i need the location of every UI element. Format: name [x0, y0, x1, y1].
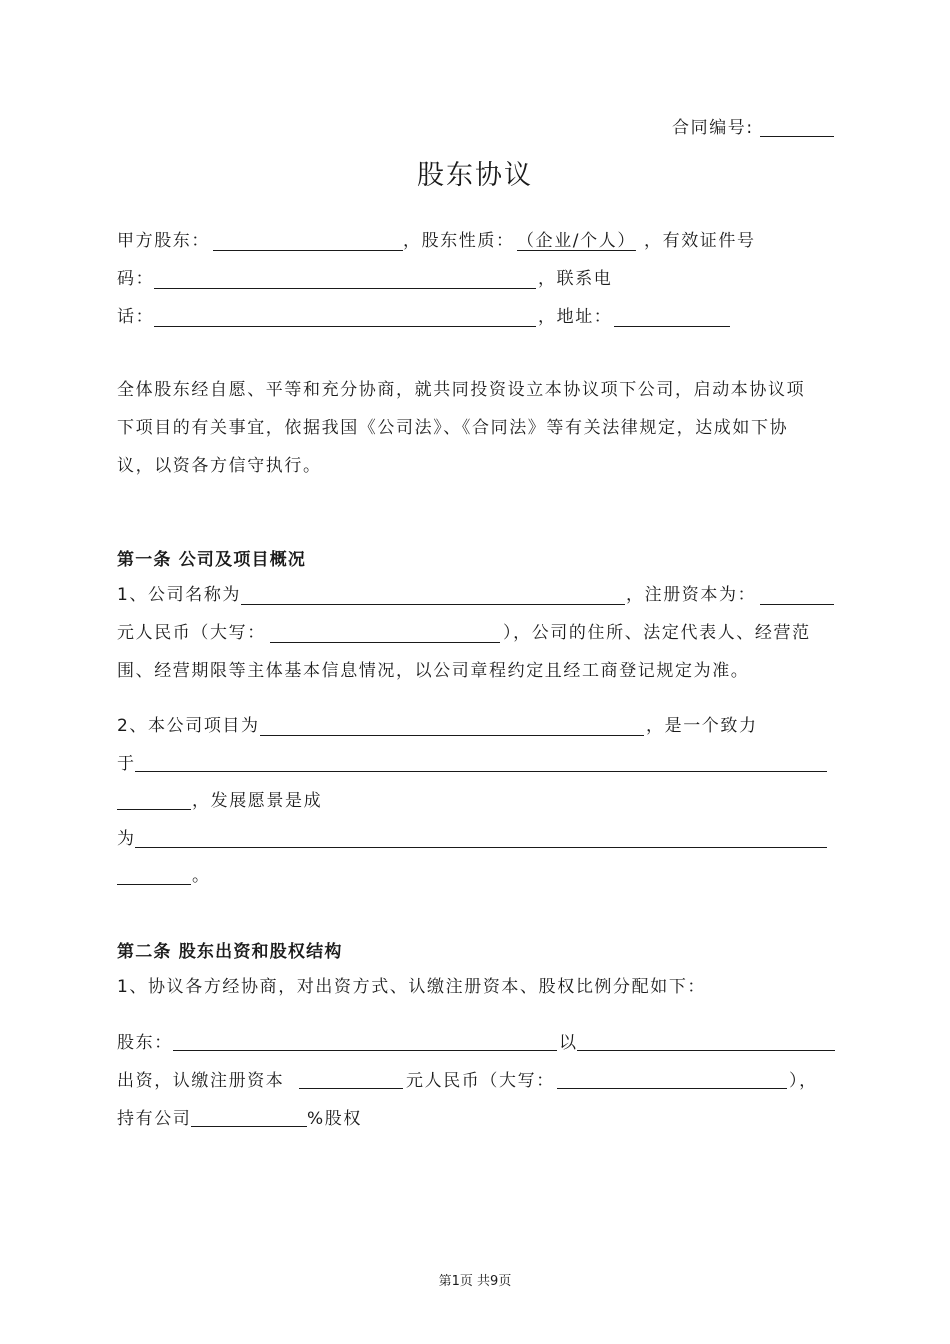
- company-name-blank[interactable]: [241, 604, 625, 605]
- address-blank[interactable]: [614, 326, 730, 327]
- article-1-heading: 第一条 公司及项目概况: [117, 550, 307, 570]
- capital-blank[interactable]: [760, 604, 834, 605]
- capital-uppercase-blank[interactable]: [270, 642, 500, 643]
- vision-blank-1[interactable]: [135, 847, 827, 848]
- phone-label-1: ，联系电: [538, 269, 613, 289]
- phone-label-2: 话：: [117, 307, 155, 327]
- close-paren-label: ），: [789, 1071, 818, 1091]
- a1-item2-mid: ，是一个致力: [646, 716, 758, 736]
- vision-blank-2[interactable]: [117, 884, 191, 885]
- a1-rmb-label: 元人民币（大写：: [117, 623, 266, 643]
- dedication-blank-1[interactable]: [135, 771, 827, 772]
- a1-info-text: ），公司的住所、法定代表人、经营范: [503, 623, 811, 643]
- intro-line-2: 下项目的有关事宜，依据我国《公司法》、《合同法》等有关法律规定，达成如下协: [117, 418, 789, 438]
- subscribed-uppercase-blank[interactable]: [557, 1088, 787, 1089]
- nature-label: ，股东性质：: [403, 231, 515, 251]
- percent-label: %股权: [307, 1109, 362, 1129]
- page-title: 股东协议: [417, 160, 533, 191]
- by-label: 以: [559, 1033, 578, 1053]
- article-2-heading: 第二条 股东出资和股权结构: [117, 942, 343, 962]
- contract-number-blank[interactable]: [760, 136, 834, 137]
- intro-line-1: 全体股东经自愿、平等和充分协商，就共同投资设立本协议项下公司，启动本协议项: [117, 380, 806, 400]
- a1-item2-yu: 于: [117, 754, 136, 774]
- id-label-2: 码：: [117, 269, 155, 289]
- id-label-1: ，有效证件号: [644, 231, 756, 251]
- party-a-name-blank[interactable]: [213, 250, 403, 251]
- shareholder-label: 股东：: [117, 1033, 173, 1053]
- a1-capital-label: ，注册资本为：: [626, 585, 757, 605]
- hold-label: 持有公司: [117, 1109, 192, 1129]
- party-a-label: 甲方股东：: [117, 231, 210, 251]
- a1-item2-wei: 为: [117, 829, 136, 849]
- contribution-method-blank[interactable]: [577, 1050, 835, 1051]
- a1-period: 。: [192, 866, 211, 886]
- subscribed-capital-blank[interactable]: [299, 1088, 403, 1089]
- contribution-label: 出资，认缴注册资本: [117, 1071, 285, 1091]
- shareholder-name-blank[interactable]: [173, 1050, 557, 1051]
- page-number: 第1页 共9页: [438, 1274, 512, 1289]
- dedication-blank-2[interactable]: [117, 809, 191, 810]
- share-percent-blank[interactable]: [191, 1126, 307, 1127]
- id-number-blank[interactable]: [154, 288, 536, 289]
- intro-line-3: 议，以资各方信守执行。: [117, 456, 322, 476]
- address-label: ，地址：: [538, 307, 613, 327]
- nature-value: （企业/个人）: [517, 231, 636, 251]
- project-blank[interactable]: [260, 735, 644, 736]
- contract-number-label: 合同编号:: [672, 118, 754, 138]
- a2-item1-text: 1、协议各方经协商，对出资方式、认缴注册资本、股权比例分配如下：: [117, 977, 707, 997]
- rmb-label: 元人民币（大写：: [406, 1071, 555, 1091]
- a1-info-text-2: 围、经营期限等主体基本信息情况，以公司章程约定且经工商登记规定为准。: [117, 661, 750, 681]
- a1-item2-prefix: 2、本公司项目为: [117, 716, 260, 736]
- a1-item1-prefix: 1、公司名称为: [117, 585, 242, 605]
- a1-vision-label: ，发展愿景是成: [192, 791, 323, 811]
- phone-blank[interactable]: [154, 326, 536, 327]
